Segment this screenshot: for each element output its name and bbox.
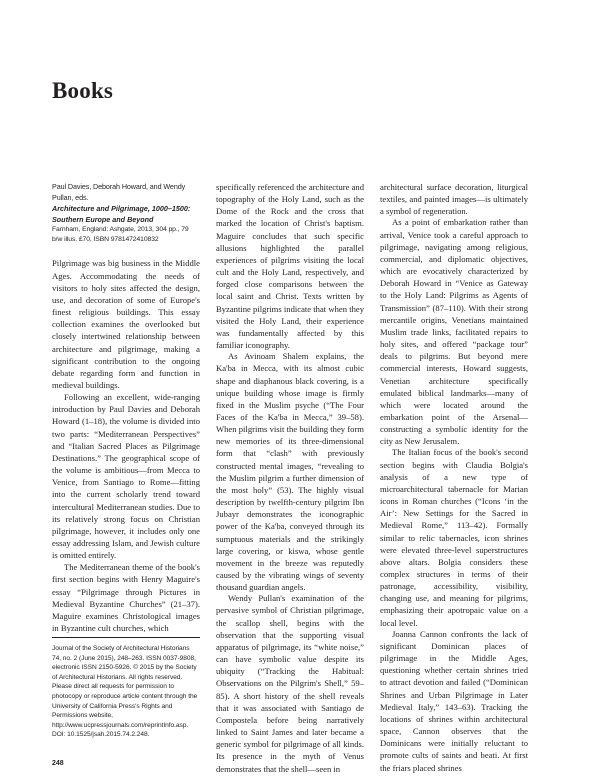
section-heading: Books xyxy=(52,78,114,103)
paragraph: Following an excellent, wide-ranging introduction by Paul Davies and Deborah Howard (1–18), the volume is divided into two parts: “Mediterranean Perspectives” and “Italian Sacred Places as Pilgrimage Destinations.” The geographical scope of the volume is ambitious—from Mecca to Venice, from Santiago to Rome—fitting into the current scholarly trend toward intercultural Mediterranean studies. Due to its relatively strong focus on Christian pilgrimage, however, it includes only one essay addressing Islam, and Jewish culture is omitted entirely. xyxy=(52,392,200,561)
paragraph: As Avinoam Shalem explains, the Ka'ba in Mecca, with its almost cubic shape and diaphanous black covering, is a unique building whose image is firmly fixed in the Muslim psyche (“The Four Faces of the Ka'ba in Mecca,” 39–58). When pilgrims visit the building they form new memories of its three-dimensional form that “clash” with previously constructed mental images, “revealing to the Muslim pilgrim a further dimension of the most holy” (53). The highly visual description by twelfth-century pilgrim Ibn Jubayr demonstrates the iconographic power of the Ka'ba, conveyed through its sumptuous materials and the strikingly large covering, or kiswa, whose gentle movement in the breeze was reputedly caused by the vibrating wings of seventy thousand guardian angels. xyxy=(216,351,364,593)
column-1 xyxy=(52,181,200,634)
book-reference xyxy=(52,181,200,245)
reference-authors: Paul Davies, Deborah Howard, and Wendy Pullan, eds. xyxy=(52,182,186,202)
paragraph: specifically referenced the architecture and topography of the Holy Land, such as the Dome of the Rock and the cross that marked the location of Christ's baptism. Maguire concludes that such specific allusions highlighted the parallel experiences of pilgrims visiting the local cult and the Holy Land, respectively, and forged close comparisons between the local saint and Christ. Texts written by Byzantine pilgrims indicate that when they visited the Holy Land, their experience was fundamentally affected by this familiar iconography. xyxy=(216,182,364,351)
journal-citation-note: Journal of the Society of Architectural Historians 74, no. 2 (June 2015), 248–263. ISSN 0037-9808, electronic ISSN 2150-5926. © 2015 by the Society of Architectural Historians. All rights reserved. Please direct all requests for permission to photocopy or reproduce article content through the University of California Press's Rights and Permissions website, http://www.ucpressjournals.com/reprintInfo.asp. DOI: 10.1525/jsah.2015.74.2.248. xyxy=(52,645,198,739)
paragraph: Wendy Pullan's examination of the pervasive symbol of Christian pilgrimage, the scallop shell, begins with the observation that the supporting visual apparatus of pilgrimage, its “white noise,” can have symbolic value despite its ubiquity (“Tracking the Habitual: Observations on the Pilgrim's Shell,” 59–85). A short history of the shell reveals that it was associated with Santiago de Compostela before being narratively linked to Saint James and later became a generic symbol for pilgrimage of all kinds. Its presence in the myth of Venus demonstrates that the shell—seen in xyxy=(216,593,364,774)
column-2 xyxy=(216,182,364,775)
reference-title: Architecture and Pilgrimage, 1000–1500: Southern Europe and Beyond xyxy=(52,204,191,224)
paragraph: architectural surface decoration, liturgical textiles, and painted images—is ultimately a symbol of regeneration. xyxy=(380,182,528,217)
paragraph: Joanna Cannon confronts the lack of significant Dominican places of pilgrimage in the Middle Ages, questioning whether certain shrines tried to attract devotion and failed (“Dominican Shrines and Urban Pilgrimage in Later Medieval Italy,” 143–63). Tracking the locations of shrines within architectural space, Cannon observes that the Dominicans were initially reluctant to promote cults of saints and beati. At first the friars placed shrines xyxy=(380,628,528,773)
paragraph: The Italian focus of the book's second section begins with Claudia Bolgia's analysis of a new type of microarchitectural tabernacle for Marian icons in Roman churches (“Icons ‘in the Air’: New Settings for the Sacred in Medieval Rome,” 113–42). Formally similar to relic tabernacles, icon shrines were elevated three-level superstructures above altars. Bolgia considers these complex structures in terms of their patronage, accessibility, visibility, changing use, and meaning for pilgrims, emphasizing their apotropaic value on a local level. xyxy=(380,447,528,628)
column-3 xyxy=(380,182,528,774)
paragraph: The Mediterranean theme of the book's first section begins with Henry Maguire's essay “Pilgrimage through Pictures in Medieval Byzantine Churches” (21–37). Maguire examines Christological images in Byzantine cult churches, which xyxy=(52,562,200,634)
reference-publication: Farnham, England: Ashgate, 2013, 304 pp., 79 b/w illus. £70, ISBN 9781472410832 xyxy=(52,226,189,244)
paragraph: As a point of embarkation rather than arrival, Venice took a careful approach to pilgrimage, navigating among religious, commercial, and diplomatic objectives, which are evocatively characterized by Deborah Howard in “Venice as Gateway to the Holy Land: Pilgrims as Agents of Transmission” (87–110). With their strong mercantile origins, Venetians maintained Muslim trade links, facilitated repairs to holy sites, and offered “package tour” deals to pilgrims. But beyond mere commercial interests, Howard suggests, Venetian architecture specifically emulated biblical landmarks—many of which were located around the embarkation point of the Arsenal—constructing a symbolic identity for the city as New Jerusalem. xyxy=(380,217,528,447)
paragraph: Pilgrimage was big business in the Middle Ages. Accommodating the needs of visitors to holy sites affected the design, use, and decoration of some of Europe's finest religious buildings. This essay collection examines the overlooked but closely intertwined relationship between architecture and pilgrimage, making a significant contribution to the ongoing debate regarding form and function in medieval buildings. xyxy=(52,258,200,390)
page-number: 248 xyxy=(52,760,64,767)
footnote-divider xyxy=(52,637,200,638)
